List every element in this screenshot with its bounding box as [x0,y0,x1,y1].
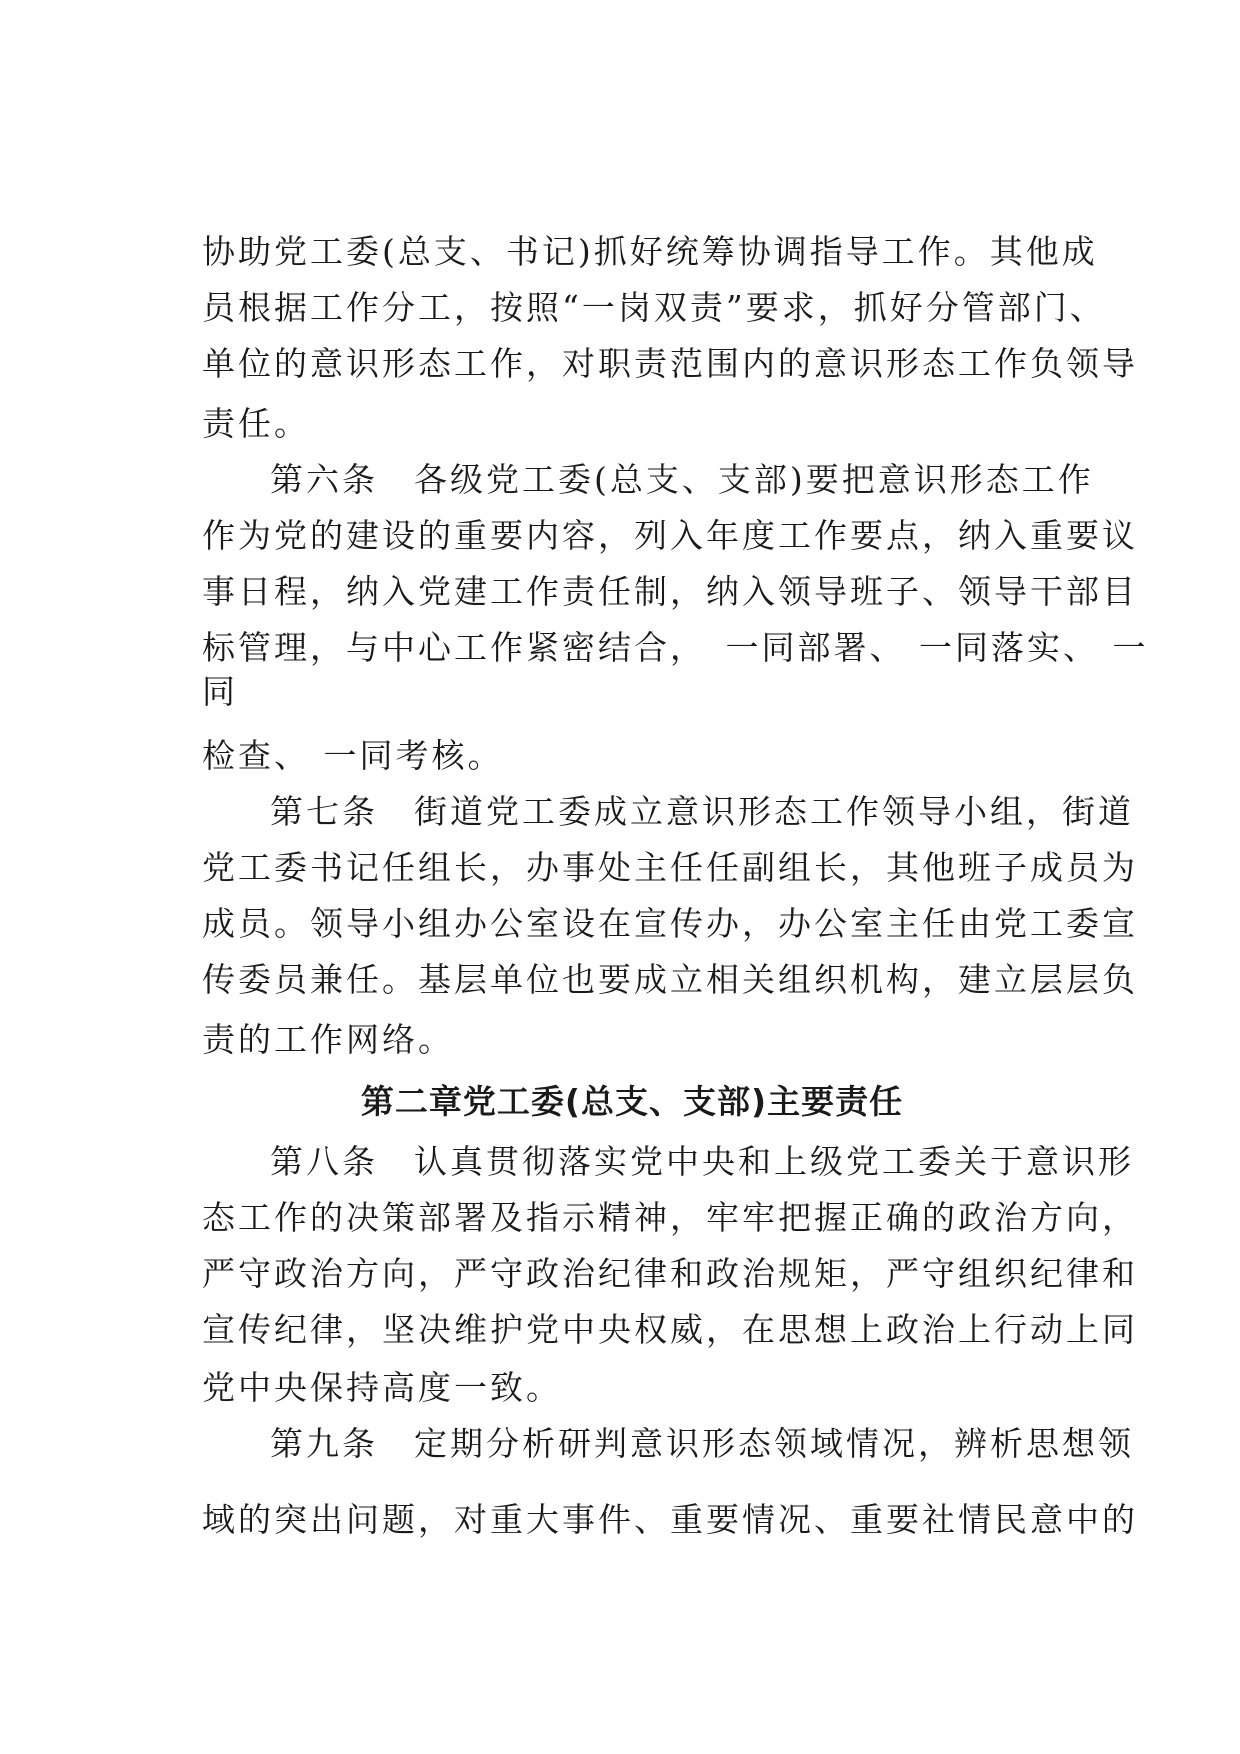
text-line: 责的工作网络。 [202,1020,454,1059]
article-9-first-line: 第九条 定期分析研判意识形态领域情况，辨析思想领 [270,1424,1134,1463]
text-line: 协助党工委(总支、书记)抓好统筹协调指导工作。其他成 [202,232,1098,271]
chapter-heading: 第二章党工委(总支、支部)主要责任 [360,1082,904,1121]
text-line: 检查、 一同考核。 [202,736,504,775]
text-line: 党工委书记任组长，办事处主任任副组长，其他班子成员为 [202,848,1138,887]
article-7-first-line: 第七条 街道党工委成立意识形态工作领导小组，街道 [270,792,1134,831]
text-line: 宣传纪律，坚决维护党中央权威，在思想上政治上行动上同 [202,1310,1138,1349]
text-line: 同 [202,672,238,711]
text-line: 态工作的决策部署及指示精神，牢牢把握正确的政治方向， [202,1198,1138,1237]
article-8-first-line: 第八条 认真贯彻落实党中央和上级党工委关于意识形 [270,1142,1134,1181]
text-line: 事日程，纳入党建工作责任制，纳入领导班子、领导干部目 [202,572,1138,611]
text-line: 域的突出问题，对重大事件、重要情况、重要社情民意中的 [202,1500,1138,1539]
text-line: 单位的意识形态工作，对职责范围内的意识形态工作负领导 [202,344,1138,383]
article-6-first-line: 第六条 各级党工委(总支、支部)要把意识形态工作 [270,460,1094,499]
text-line: 严守政治方向，严守政治纪律和政治规矩，严守组织纪律和 [202,1254,1138,1293]
text-line: 作为党的建设的重要内容，列入年度工作要点，纳入重要议 [202,516,1138,555]
text-line: 党中央保持高度一致。 [202,1368,562,1407]
text-line: 责任。 [202,404,310,443]
text-line: 传委员兼任。基层单位也要成立相关组织机构，建立层层负 [202,960,1138,999]
text-line: 员根据工作分工，按照“一岗双责”要求，抓好分管部门、 [202,288,1106,327]
text-line: 成员。领导小组办公室设在宣传办，办公室主任由党工委宣 [202,904,1138,943]
text-line: 标管理，与中心工作紧密结合， 一同部署、 一同落实、 一 [202,628,1149,667]
